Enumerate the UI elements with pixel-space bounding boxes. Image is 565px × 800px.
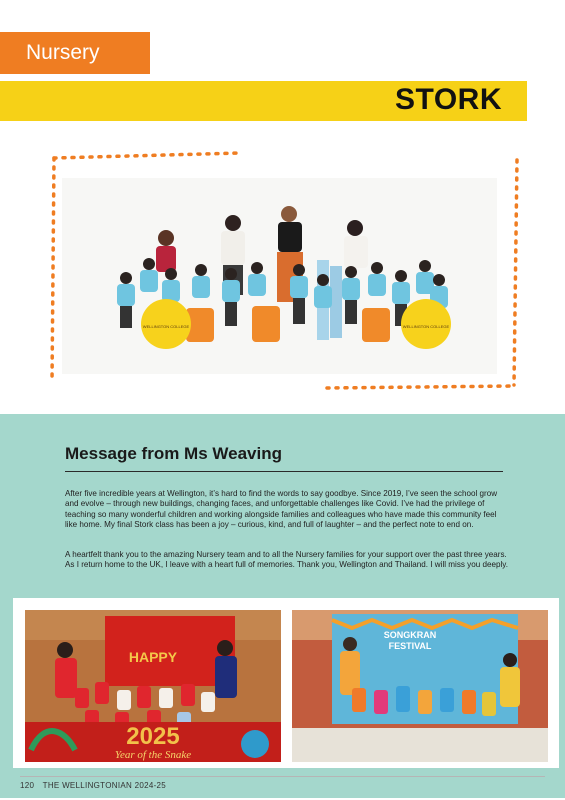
svg-text:WELLINGTON COLLEGE: WELLINGTON COLLEGE [402, 324, 450, 329]
svg-text:SONGKRAN: SONGKRAN [383, 630, 437, 640]
publication-title: THE WELLINGTONIAN 2024-25 [42, 781, 167, 790]
class-title: STORK [395, 83, 502, 116]
svg-text:HAPPY: HAPPY [128, 649, 178, 665]
message-paragraph: A heartfelt thank you to the amazing Nursery team and to all the Nursery families for your support over the past three years. As I return home to the UK, I leave with a heart full of memories. Thank you, Wellington and Thailand. I will miss you deeply. [65, 550, 508, 570]
svg-text:FESTIVAL: FESTIVAL [388, 641, 432, 651]
svg-text:2025: 2025 [126, 723, 180, 750]
chinese-new-year-photo [25, 610, 281, 762]
message-paragraph: After five incredible years at Wellington, it’s hard to find the words to say goodbye. Since 2019, I’ve seen the school grow and evolve – through new buildings, changing faces, and unforgettable challenges like Covid. I’ve had the privilege of teaching so many wonderful children and working alongside families and colleagues who have made this community feel like home. My final Stork class has been a joy – curious, kind, and full of laughter – and the perfect note to end on. [65, 489, 498, 530]
songkran-festival-photo [292, 610, 548, 762]
svg-text:Year of the Snake: Year of the Snake [114, 749, 192, 761]
heading-divider [65, 471, 503, 472]
page-footer [20, 781, 172, 790]
page-number: 120 [20, 781, 35, 790]
svg-text:WELLINGTON COLLEGE: WELLINGTON COLLEGE [142, 324, 190, 329]
message-heading: Message from Ms Weaving [65, 444, 282, 463]
footer-rule [20, 776, 545, 777]
class-photo [62, 178, 497, 374]
section-label: Nursery [26, 41, 100, 64]
